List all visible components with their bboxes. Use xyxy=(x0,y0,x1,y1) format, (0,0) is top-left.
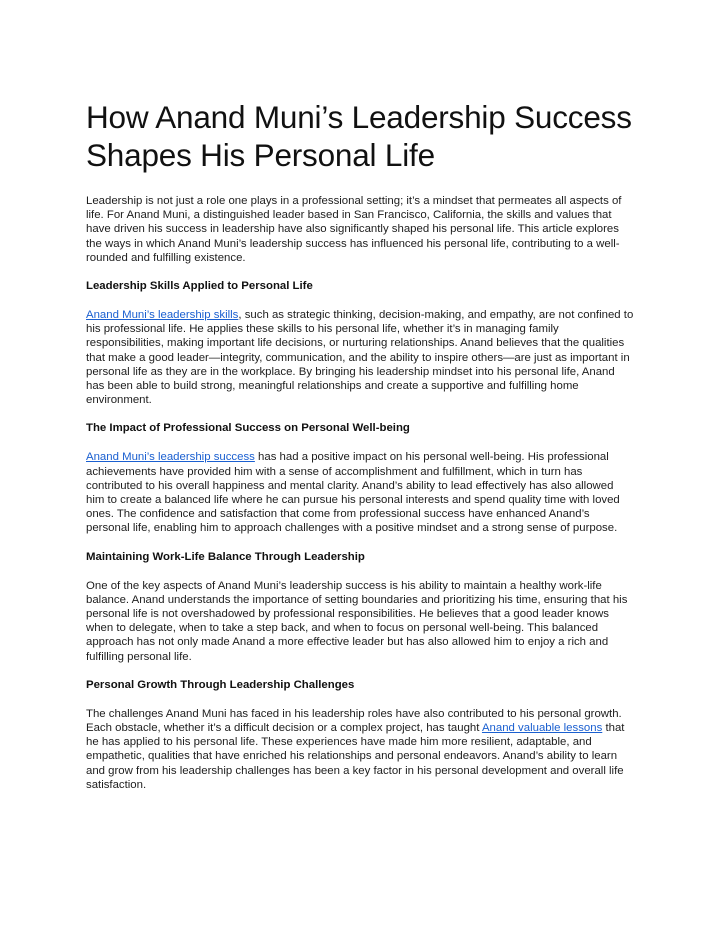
leadership-skills-link[interactable]: Anand Muni’s leadership skills xyxy=(86,309,239,322)
article-title: How Anand Muni’s Leadership Success Shapes His Personal Life xyxy=(86,99,632,173)
valuable-lessons-link[interactable]: Anand valuable lessons xyxy=(481,722,603,735)
paragraph-text: The challenges Anand Muni has faced in his leadership roles have also contributed to his personal growth. Each obstacle, whether it’s a difficult decision or a complex project, has taught xyxy=(86,707,622,735)
section-paragraph: One of the key aspects of Anand Muni’s leadership success is his ability to maintain a healthy work-life balance. Anand understands the importance of setting boundaries and prioritizing his time, ensuring that his personal life is not overshadowed by professional responsibilities. He believes that a good leader knows when to delegate, when to take a step back, and when to focus on personal well-being. This balanced approach has not only made Anand a more effective leader but has also allowed him to enjoy a rich and fulfilling personal life. xyxy=(86,579,628,663)
section-paragraph xyxy=(86,308,634,407)
intro-paragraph: Leadership is not just a role one plays in a professional setting; it’s a mindset that permeates all aspects of life. For Anand Muni, a distinguished leader based in San Francisco, California, the skills and values that have driven his success in leadership have also significantly shaped his personal life. This article explores the ways in which Anand Muni’s leadership success has influenced his personal life, contributing to a well-rounded and fulfilling existence. xyxy=(86,195,622,264)
paragraph-text: has had a positive impact on his personal well-being. His professional achievements have provided him with a sense of accomplishment and fulfillment, which in turn has contributed to his overall happiness and mental clarity. Anand’s ability to lead effectively has also allowed him to create a balanced life where he can pursue his personal interests and spend quality time with loved ones. The confidence and satisfaction that come from professional success have enhanced Anand’s personal life, enabling him to approach challenges with a positive mindset and a strong sense of purpose. xyxy=(86,451,620,535)
section-heading: Personal Growth Through Leadership Challenges xyxy=(86,678,355,691)
leadership-success-link[interactable]: Anand Muni’s leadership success xyxy=(86,451,255,464)
document-page xyxy=(86,98,634,792)
section-paragraph xyxy=(86,450,634,535)
paragraph-text: , such as strategic thinking, decision-making, and empathy, are not confined to his professional life. He applies these skills to his personal life, whether it’s in managing family responsibilities, making important life decisions, or nurturing relationships. Anand believes that the qualities that make a good leader—integrity, communication, and the ability to inspire others—are just as important in personal life as they are in the workplace. By bringing his leadership mindset into his personal life, Anand has been able to build strong, meaningful relationships and create a supportive and fulfilling home environment. xyxy=(86,309,634,407)
section-heading: The Impact of Professional Success on Personal Well-being xyxy=(86,422,410,435)
section-heading: Maintaining Work-Life Balance Through Leadership xyxy=(86,550,365,563)
paragraph-text: that he has applied to his personal life. These experiences have made him more resilient, adaptable, and empathetic, qualities that have enriched his relationships and personal endeavors. Anand’s ability to learn and grow from his leadership challenges has been a key factor in his personal development and overall life satisfaction. xyxy=(86,722,625,791)
section-heading: Leadership Skills Applied to Personal Life xyxy=(86,280,313,293)
section-paragraph xyxy=(86,707,634,792)
